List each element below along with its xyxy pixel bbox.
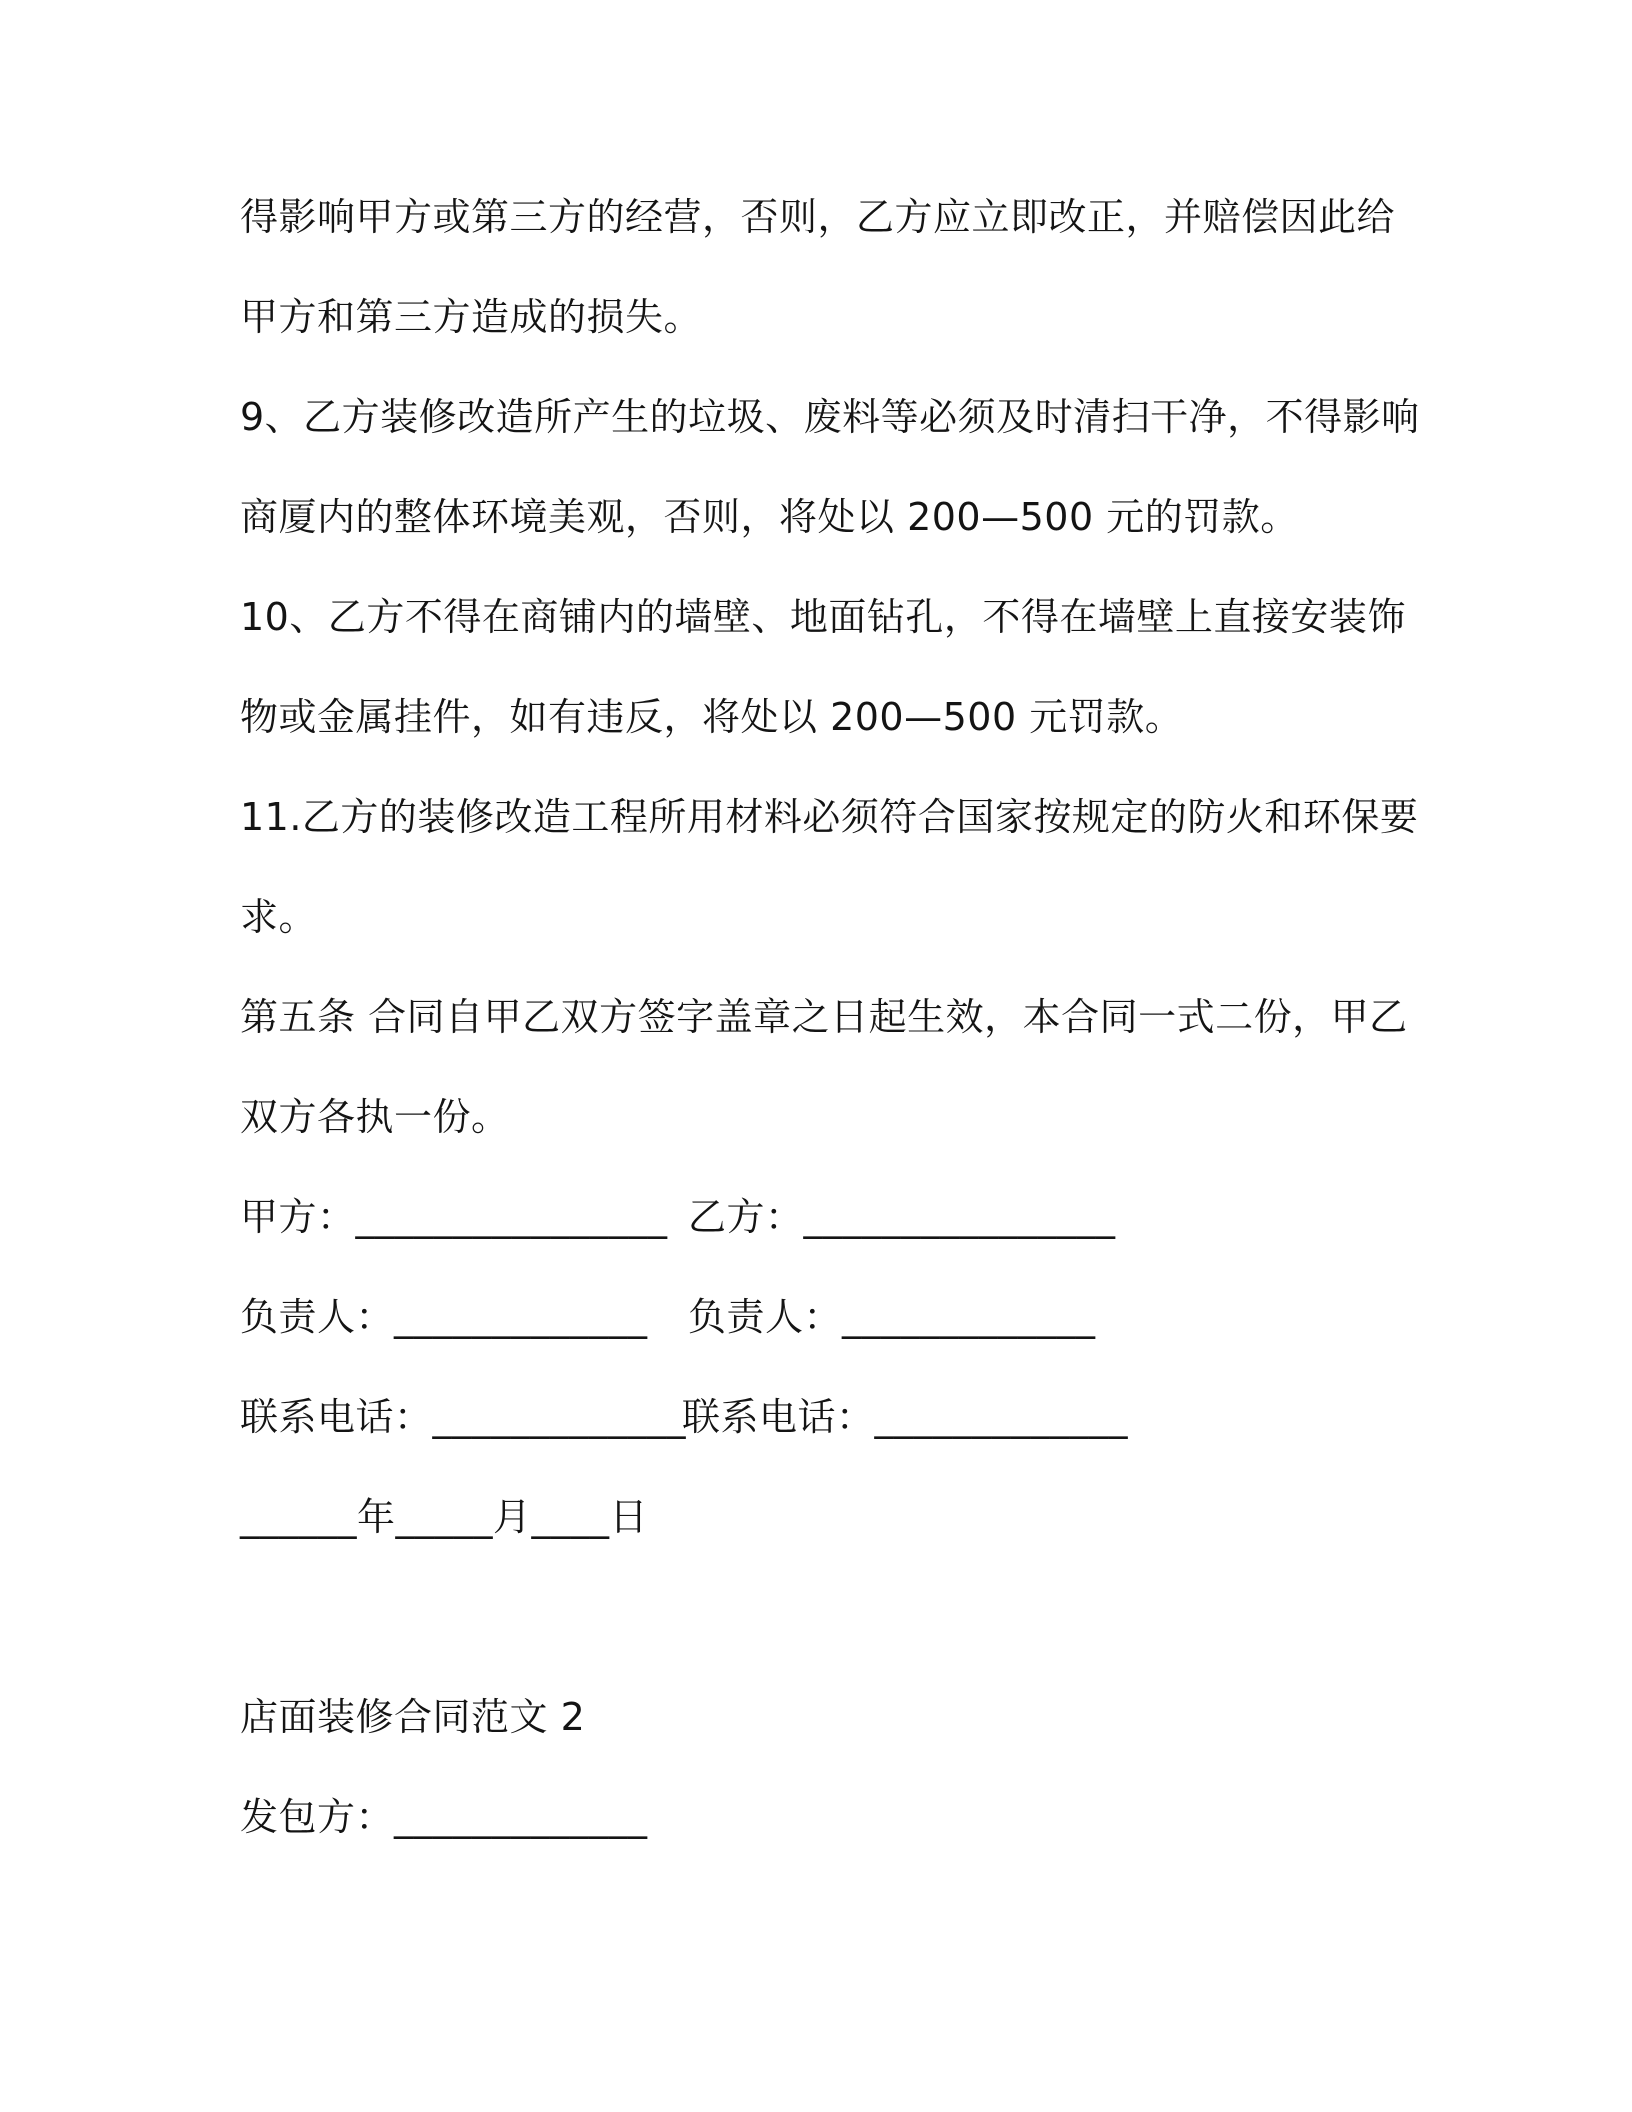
paragraph-line: 求。 (240, 895, 318, 939)
clause-9: 9、乙方装修改造所产生的垃圾、废料等必须及时清扫干净，不得影响 (240, 395, 1420, 439)
party-b-field: 乙方：________________ (688, 1195, 1116, 1239)
clause-11: 11.乙方的装修改造工程所用材料必须符合国家按规定的防火和环保要 (240, 795, 1419, 839)
phone-a-field: 联系电话：_____________ (240, 1395, 687, 1439)
manager-b-field: 负责人：_____________ (688, 1295, 1096, 1339)
section-2-title: 店面装修合同范文 2 (240, 1695, 586, 1739)
phone-b-field: 联系电话：_____________ (682, 1395, 1129, 1439)
paragraph-line: 双方各执一份。 (240, 1095, 510, 1139)
paragraph-line: 商厦内的整体环境美观，否则，将处以 200—500 元的罚款。 (240, 495, 1299, 539)
date-field: ______年_____月____日 (240, 1495, 649, 1539)
article-5: 第五条 合同自甲乙双方签字盖章之日起生效，本合同一式二份，甲乙 (240, 995, 1408, 1039)
contractor-field: 发包方：_____________ (240, 1795, 648, 1839)
paragraph-line: 物或金属挂件，如有违反，将处以 200—500 元罚款。 (240, 695, 1184, 739)
paragraph-line: 甲方和第三方造成的损失。 (240, 295, 703, 339)
paragraph-line: 得影响甲方或第三方的经营，否则，乙方应立即改正，并赔偿因此给 (240, 195, 1396, 239)
clause-10: 10、乙方不得在商铺内的墙壁、地面钻孔，不得在墙壁上直接安装饰 (240, 595, 1406, 639)
manager-a-field: 负责人：_____________ (240, 1295, 648, 1339)
party-a-field: 甲方：________________ (240, 1195, 668, 1239)
